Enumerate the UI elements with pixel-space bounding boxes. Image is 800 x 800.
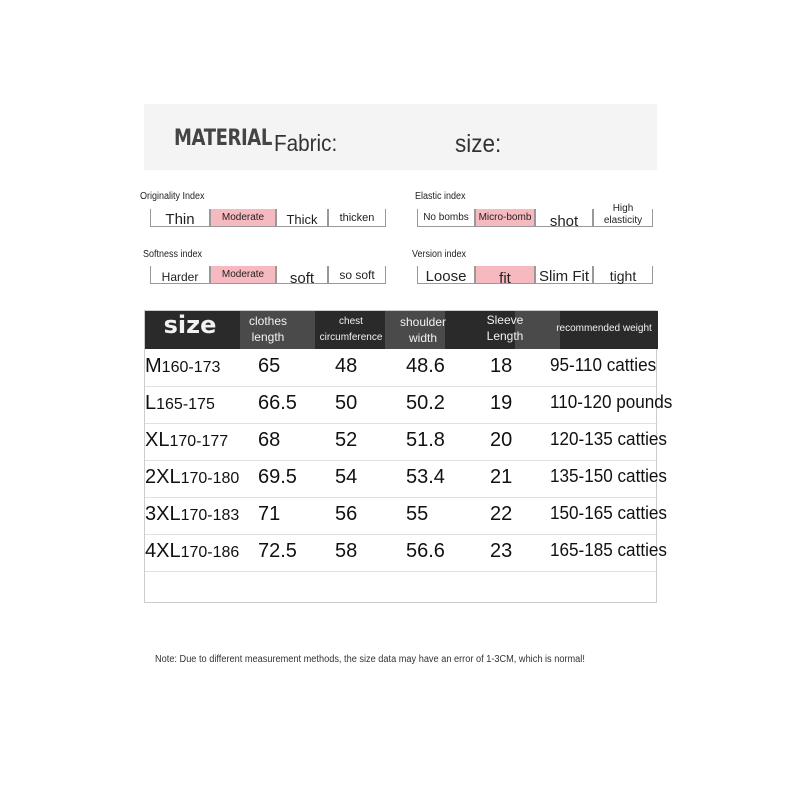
- chest-cell: 50: [335, 392, 358, 414]
- version-option: Loose: [417, 266, 475, 284]
- header-clothes-length: clothes length: [248, 314, 288, 344]
- size-cell: XL170-177: [145, 429, 229, 451]
- version-option: tight: [593, 266, 653, 284]
- length-cell: 69.5: [258, 466, 297, 488]
- weight-cell: 165-185 catties: [550, 540, 667, 560]
- shoulder-cell: 53.4: [406, 466, 445, 488]
- shoulder-cell: 50.2: [406, 392, 445, 414]
- sleeve-cell: 21: [490, 466, 513, 488]
- shoulder-cell: 51.8: [406, 429, 445, 451]
- table-row: [145, 349, 658, 387]
- length-cell: 71: [258, 503, 281, 525]
- originality-option-selected: Moderate: [210, 209, 276, 227]
- table-header: [145, 311, 658, 349]
- version-index-title: Version index: [412, 249, 467, 260]
- weight-cell: 110-120 pounds: [550, 392, 673, 412]
- size-table: [144, 310, 673, 603]
- elastic-option-selected: Micro-bomb: [475, 209, 535, 227]
- weight-cell: 120-135 catties: [550, 429, 667, 449]
- size-cell: M160-173: [145, 355, 221, 377]
- softness-index-scale: [150, 266, 386, 287]
- sleeve-cell: 23: [490, 540, 513, 562]
- sleeve-cell: 22: [490, 503, 513, 525]
- size-cell: L165-175: [145, 392, 215, 414]
- header-sleeve: Sleeve Length: [486, 313, 524, 343]
- size-cell: 3XL170-183: [145, 503, 240, 525]
- originality-option: thicken: [328, 209, 386, 227]
- weight-cell: 95-110 catties: [550, 355, 657, 375]
- shoulder-cell: 55: [406, 503, 429, 525]
- chest-cell: 52: [335, 429, 358, 451]
- originality-index-title: Originality Index: [140, 191, 205, 202]
- material-label: MATERIAL: [174, 126, 272, 151]
- softness-option: Harder: [150, 266, 210, 284]
- softness-index-title: Softness index: [143, 249, 203, 260]
- header-band: [144, 104, 657, 170]
- shoulder-cell: 48.6: [406, 355, 445, 377]
- elastic-index-title: Elastic index: [415, 191, 466, 202]
- size-cell: 2XL170-180: [145, 466, 240, 488]
- elastic-index-scale: [417, 203, 653, 230]
- weight-cell: 135-150 catties: [550, 466, 667, 486]
- version-option: Slim Fit: [535, 266, 593, 284]
- table-row: [145, 386, 673, 424]
- version-option-selected: fit: [475, 266, 535, 284]
- length-cell: 68: [258, 429, 281, 451]
- weight-cell: 150-165 catties: [550, 503, 667, 523]
- softness-option: so soft: [328, 266, 386, 284]
- originality-option: Thick: [276, 209, 328, 227]
- length-cell: 65: [258, 355, 281, 377]
- version-index-scale: [417, 266, 653, 287]
- elastic-option: High elasticity: [593, 209, 653, 227]
- header-shoulder: shoulder width: [399, 315, 447, 345]
- table-row: [145, 460, 667, 498]
- originality-option: Thin: [150, 209, 210, 227]
- chest-cell: 54: [335, 466, 358, 488]
- header-weight: recommended weight: [556, 323, 652, 334]
- header-chest: chest circumference: [319, 316, 383, 343]
- fabric-label: Fabric:: [274, 130, 338, 156]
- chest-cell: 56: [335, 503, 358, 525]
- chest-cell: 58: [335, 540, 358, 562]
- measurement-note: Note: Due to different measurement methods, the size data may have an error of 1-3CM, which is normal!: [155, 654, 585, 665]
- softness-option-selected: Moderate: [210, 266, 276, 284]
- chest-cell: 48: [335, 355, 358, 377]
- originality-index-scale: [150, 209, 386, 227]
- size-cell: 4XL170-186: [145, 540, 240, 562]
- softness-option: soft: [276, 266, 328, 284]
- table-row: [145, 497, 667, 535]
- header-size: size: [163, 311, 217, 339]
- sleeve-cell: 19: [490, 392, 513, 414]
- table-row: [145, 534, 667, 572]
- size-label: size:: [455, 130, 502, 158]
- sleeve-cell: 20: [490, 429, 513, 451]
- elastic-option: No bombs: [417, 209, 475, 227]
- elastic-option: shot: [535, 209, 593, 227]
- length-cell: 72.5: [258, 540, 297, 562]
- length-cell: 66.5: [258, 392, 297, 414]
- shoulder-cell: 56.6: [406, 540, 445, 562]
- sleeve-cell: 18: [490, 355, 513, 377]
- table-row: [145, 423, 667, 461]
